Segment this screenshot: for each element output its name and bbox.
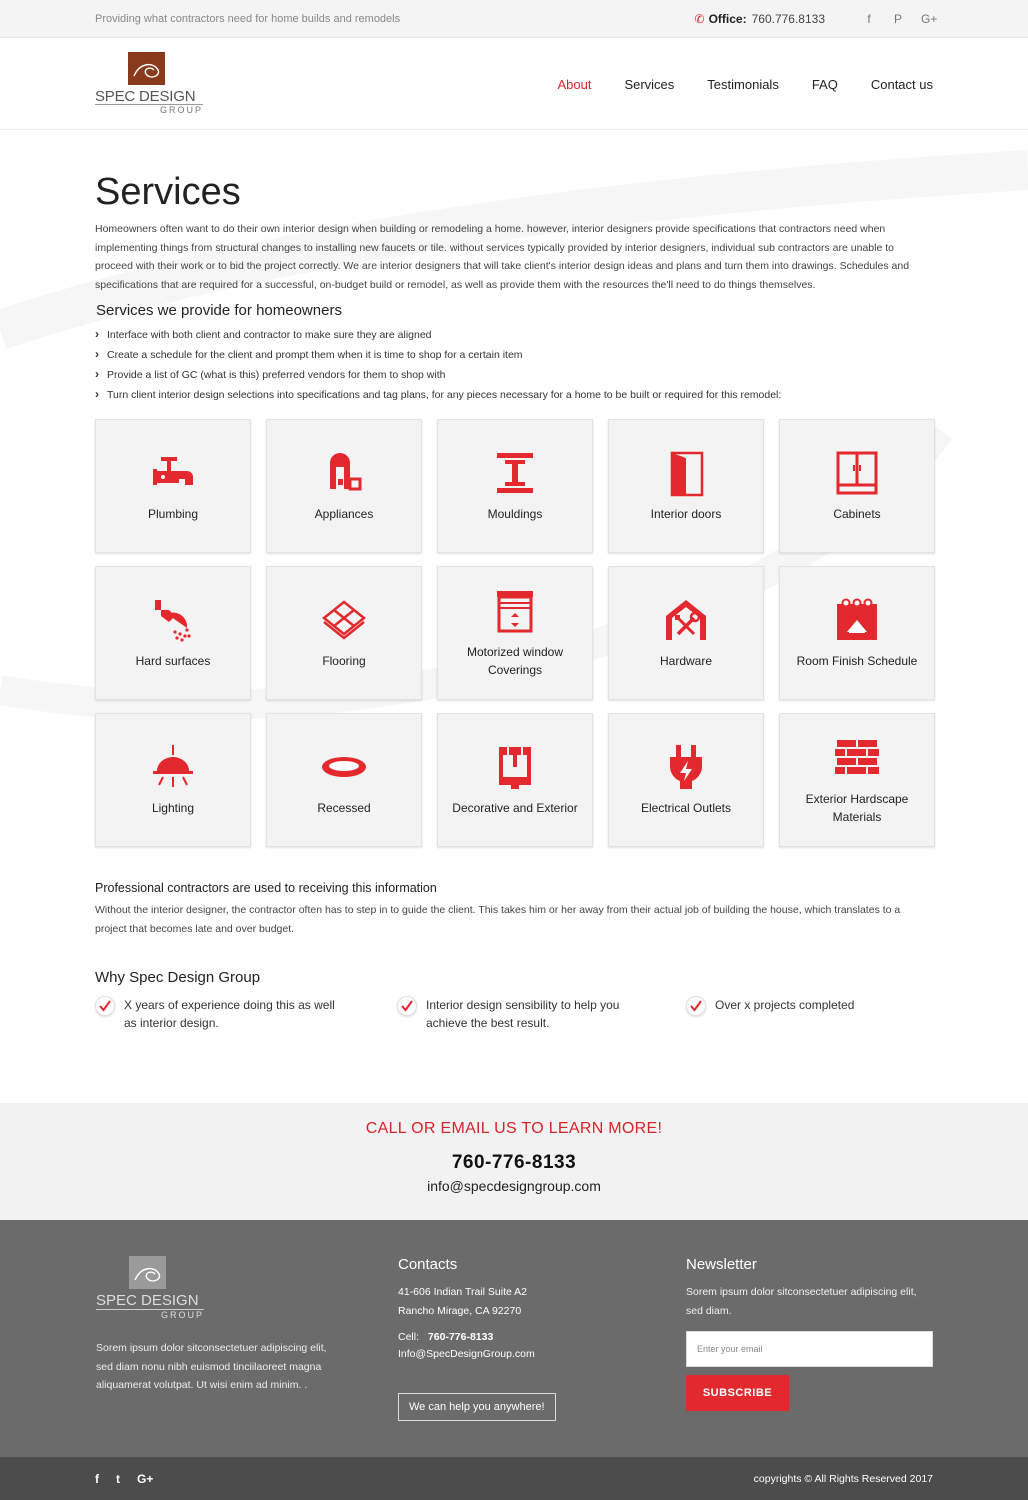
cell-line (398, 1328, 556, 1347)
service-card-electrical[interactable] (608, 713, 764, 847)
lamp-icon (149, 743, 197, 791)
service-label: Decorative and Exterior (452, 801, 578, 816)
footer-email[interactable]: Info@SpecDesignGroup.com (398, 1348, 535, 1360)
checkmark-icon (686, 996, 706, 1016)
phone-icon: ✆ (694, 12, 705, 26)
service-label: Mouldings (487, 507, 543, 522)
facebook-icon[interactable]: f (95, 1471, 99, 1486)
services-bullets (95, 325, 933, 405)
checkmark-icon (397, 996, 417, 1016)
why-heading: Why Spec Design Group (95, 969, 261, 987)
footer-newsletter-column (686, 1256, 933, 1411)
footer-about-text: Sorem ipsum dolor sitconsectetuer adipiscing elit, sed diam nonu nibh euismod tinciilaoreet magna aliquamerat volutpat. Ut wisi enim ad minim. . (96, 1342, 327, 1392)
checkmark-icon (95, 996, 115, 1016)
faucet-icon (149, 449, 197, 497)
main-content (0, 130, 1028, 1032)
logo-text: SPEC DESIGN (95, 88, 196, 105)
main-nav (557, 77, 933, 92)
nav-contact[interactable]: Contact us (870, 76, 933, 92)
service-card-plumbing[interactable] (95, 419, 251, 553)
appliance-icon (320, 449, 368, 497)
service-label: Interior doors (650, 507, 722, 522)
nav-services[interactable]: Services (624, 76, 675, 92)
cta-phone[interactable]: 760-776-8133 (451, 1152, 577, 1173)
services-subheading: Services we provide for homeowners (96, 302, 342, 320)
address-line2: Rancho Mirage, CA 92270 (398, 1305, 522, 1317)
tagline: Providing what contractors need for home builds and remodels (95, 13, 401, 25)
service-card-decorative[interactable] (437, 713, 593, 847)
service-card-appliances[interactable] (266, 419, 422, 553)
bottom-bar (0, 1457, 1028, 1500)
service-label: Hardware (659, 654, 713, 669)
facebook-icon[interactable]: f (867, 12, 871, 26)
nav-testimonials[interactable]: Testimonials (707, 76, 779, 92)
bullet-item: › Create a schedule for the client and prompt them when it is time to shop for a certain item (95, 345, 933, 365)
pro-heading: Professional contractors are used to receiving this information (95, 881, 437, 896)
service-label: Appliances (314, 507, 374, 522)
site-footer (0, 1220, 1028, 1457)
contacts-heading: Contacts (398, 1256, 458, 1273)
office-number[interactable]: 760.776.8133 (751, 12, 825, 26)
footer-logo-text: SPEC DESIGN (96, 1292, 199, 1309)
google-plus-icon[interactable]: G+ (921, 12, 938, 26)
service-card-hardscape[interactable] (779, 713, 935, 847)
tools-icon (662, 596, 710, 644)
why-item (397, 996, 686, 1032)
logo-subtext: GROUP (95, 104, 203, 116)
office-label: Office: (708, 12, 747, 26)
brick-icon (833, 734, 881, 782)
footer-logo-mark-icon (129, 1256, 166, 1289)
service-label: Recessed (317, 801, 371, 816)
site-header (0, 38, 1028, 130)
newsletter-text: Sorem ipsum dolor sitconsectetuer adipiscing elit, sed diam. (686, 1286, 917, 1317)
schedule-icon (833, 596, 881, 644)
service-card-hardware[interactable] (608, 566, 764, 700)
why-text: X years of experience doing this as well as interior design. (124, 998, 335, 1031)
cta-email[interactable]: info@specdesigngroup.com (427, 1178, 601, 1194)
service-label: Flooring (322, 654, 366, 669)
logo-mark-icon (128, 52, 165, 85)
decorative-icon (491, 743, 539, 791)
newsletter-heading: Newsletter (686, 1256, 757, 1273)
cta-section (0, 1103, 1028, 1220)
newsletter-email-input[interactable]: Enter your email (686, 1331, 933, 1367)
pro-text: Without the interior designer, the contractor often has to step in to guide the client. This takes him or her away from their actual job of building the house, which translates to a project that becomes late and over budget. (95, 904, 901, 936)
shower-icon (149, 596, 197, 644)
cell-label: Cell: (398, 1331, 420, 1343)
service-card-recessed[interactable] (266, 713, 422, 847)
pinterest-icon[interactable]: P (893, 12, 902, 26)
footer-logo-subtext: GROUP (96, 1309, 204, 1321)
bullet-item: › Provide a list of GC (what is this) preferred vendors for them to shop with (95, 365, 933, 385)
recessed-light-icon (320, 743, 368, 791)
service-label: Electrical Outlets (640, 801, 732, 816)
copyright: copyrights © All Rights Reserved 2017 (753, 1472, 933, 1485)
service-card-hard-surfaces[interactable] (95, 566, 251, 700)
help-button[interactable]: We can help you anywhere! (398, 1393, 556, 1421)
why-list (95, 996, 933, 1032)
nav-about[interactable]: About (557, 76, 592, 92)
footer-about-column (96, 1256, 336, 1395)
service-label: Hard surfaces (135, 654, 211, 669)
service-card-cabinets[interactable] (779, 419, 935, 553)
service-label: Cabinets (833, 507, 881, 522)
twitter-icon[interactable]: t (116, 1471, 120, 1486)
why-text: Interior design sensibility to help you achieve the best result. (426, 998, 620, 1031)
tile-icon (320, 596, 368, 644)
bullet-item: › Turn client interior design selections into specifications and tag plans, for any pieces necessary for a home to be built or required for this remodel: (95, 385, 933, 405)
service-label: Room Finish Schedule (796, 654, 918, 669)
top-bar (0, 0, 1028, 38)
service-label: Exterior Hardscape Materials (805, 792, 909, 825)
service-card-room-finish[interactable] (779, 566, 935, 700)
why-text: Over x projects completed (715, 998, 855, 1013)
logo[interactable] (95, 52, 203, 116)
intro-text: Homeowners often want to do their own interior design when building or remodeling a home. however, interior designers provide specifications that contractors need when implementing things from structural changes to installing new faucets or tile. without services typically provided by interior designers, individual sub contractors are unable to proceed with their work or to bid the project correctly. We are interior designers that will take client's interior design ideas and plans and turn them into drawings. Schedules and specifications that are required for a successful, on-budget build or remodel, as well as provide them with the resources the'll need to do things themselves. (95, 223, 910, 291)
subscribe-button[interactable]: SUBSCRIBE (686, 1375, 789, 1411)
nav-faq[interactable]: FAQ (811, 76, 838, 92)
door-icon (662, 449, 710, 497)
cell-number[interactable]: 760-776-8133 (427, 1331, 494, 1343)
why-item (686, 996, 854, 1032)
address-line1: 41-606 Indian Trail Suite A2 (398, 1286, 528, 1298)
service-card-flooring[interactable] (266, 566, 422, 700)
service-card-lighting[interactable] (95, 713, 251, 847)
footer-contacts-column (398, 1256, 556, 1421)
bullet-item: › Interface with both client and contractor to make sure they are aligned (95, 325, 933, 345)
moulding-icon (491, 449, 539, 497)
why-item (95, 996, 397, 1032)
window-blind-icon (491, 587, 539, 635)
cta-title: CALL OR EMAIL US TO LEARN MORE! (365, 1120, 663, 1137)
service-card-mouldings[interactable] (437, 419, 593, 553)
service-label: Motorized window Coverings (466, 645, 564, 678)
cabinet-icon (833, 449, 881, 497)
service-label: Plumbing (147, 507, 199, 522)
page-title: Services (95, 171, 241, 213)
plug-icon (662, 743, 710, 791)
service-card-interior-doors[interactable] (608, 419, 764, 553)
service-label: Lighting (151, 801, 195, 816)
service-card-window-coverings[interactable] (437, 566, 593, 700)
google-plus-icon[interactable]: G+ (137, 1471, 154, 1486)
services-grid (95, 419, 933, 847)
